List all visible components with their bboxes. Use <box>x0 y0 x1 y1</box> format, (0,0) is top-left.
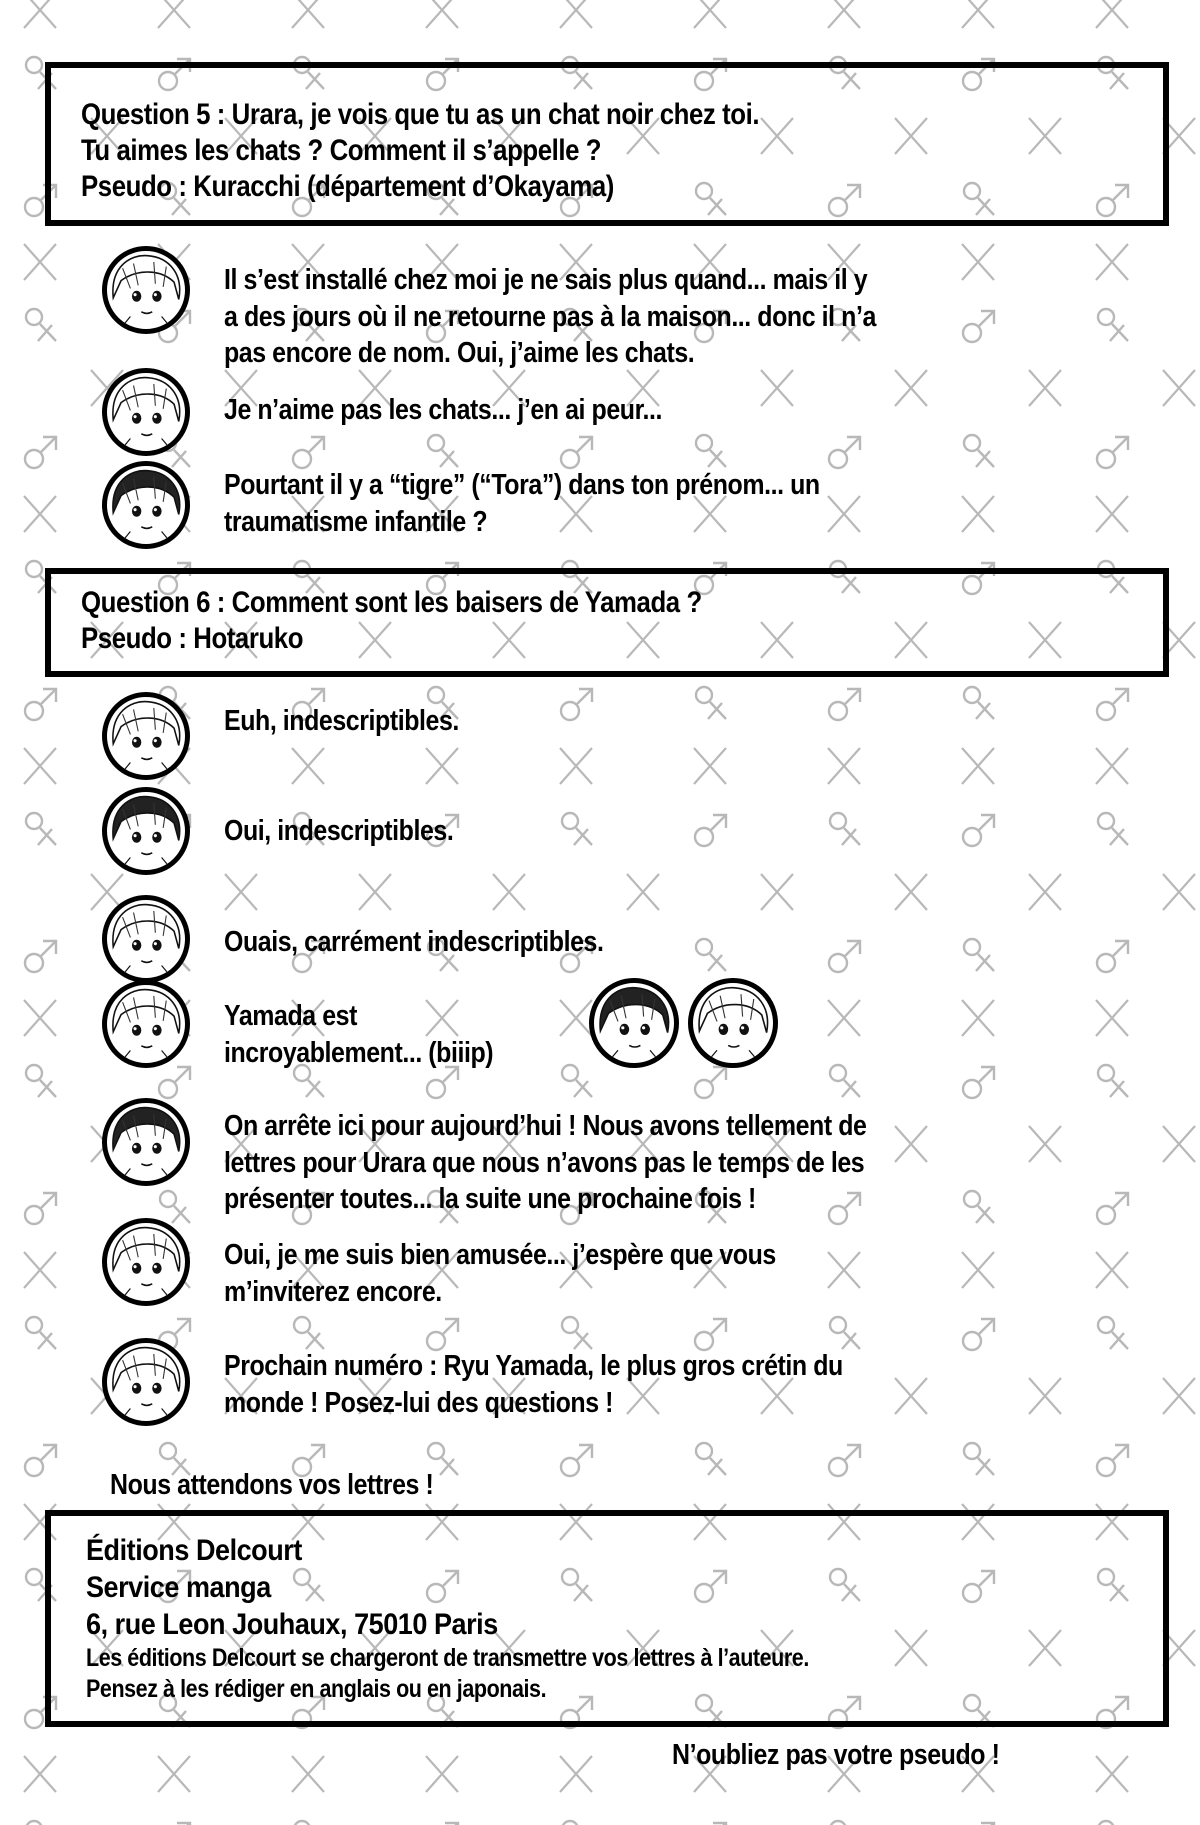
dialogue-text: m’inviterez encore. <box>224 1275 442 1308</box>
dialogue-line <box>224 1108 866 1218</box>
dialogue-line <box>224 998 493 1071</box>
dialogue-text: Oui, indescriptibles. <box>224 815 454 847</box>
dialogue-text: Oui, je me suis bien amusée... j’espère que vous <box>224 1239 776 1271</box>
question-line: Tu aimes les chats ? Comment il s’appelle ? <box>81 134 602 167</box>
dialogue-line <box>224 703 459 740</box>
nene-avatar <box>102 787 190 875</box>
dialogue-text: présenter toutes... la suite une prochaine fois ! <box>224 1183 756 1215</box>
dialogue-text: pas encore de nom. Oui, j’aime les chats. <box>224 337 695 369</box>
call-to-action: Nous attendons vos lettres ! <box>110 1469 434 1501</box>
dialogue-text: Yamada est <box>224 1000 357 1032</box>
dialogue-line <box>224 813 453 850</box>
face-illustration-icon <box>107 251 185 329</box>
dialogue-text: Je n’aime pas les chats... j’en ai peur... <box>224 394 663 426</box>
miyabi-wink-avatar <box>102 1098 190 1186</box>
face-illustration-icon <box>107 1103 185 1181</box>
dialogue-text: lettres pour Urara que nous n’avons pas le temps de les <box>224 1146 865 1179</box>
meiko-avatar <box>102 895 190 983</box>
urara-avatar <box>102 246 190 334</box>
toranosuke-avatar <box>102 368 190 456</box>
dialogue-text: Ouais, carrément indescriptibles. <box>224 926 604 958</box>
dialogue-line <box>224 1348 843 1421</box>
question-pseudo: Pseudo : Hotaruko <box>81 622 304 655</box>
face-illustration-icon <box>107 466 185 544</box>
dialogue-line <box>224 392 662 429</box>
face-illustration-icon <box>107 373 185 451</box>
dialogue-text: Pourtant il y a “tigre” (“Tora”) dans ton prénom... un <box>224 469 820 501</box>
dialogue-text: Euh, indescriptibles. <box>224 705 459 737</box>
face-illustration-icon <box>107 792 185 870</box>
question-pseudo: Pseudo : Kuracchi (département d’Okayama) <box>81 170 614 203</box>
urara-smile-avatar <box>102 1218 190 1306</box>
question-5-text <box>81 97 759 205</box>
note-line: Les éditions Delcourt se chargeront de transmettre vos lettres à l’auteure. <box>86 1644 809 1672</box>
dialogue-text: Prochain numéro : Ryu Yamada, le plus gros crétin du <box>224 1350 843 1382</box>
question-line: Question 6 : Comment sont les baisers de Yamada ? <box>81 586 702 619</box>
dialogue-text: a des jours où il ne retourne pas à la maison... donc il n’a <box>224 300 876 333</box>
face-illustration-icon <box>594 983 674 1063</box>
address-notes <box>86 1643 809 1705</box>
publisher-name: Éditions Delcourt <box>86 1534 302 1567</box>
note-line: Pensez à les rédiger en anglais ou en japonais. <box>86 1675 547 1703</box>
department: Service manga <box>86 1571 271 1604</box>
face-illustration-icon <box>107 697 185 775</box>
footer-note: N’oubliez pas votre pseudo ! <box>672 1739 1000 1771</box>
address-lines <box>86 1532 498 1643</box>
question-6-text <box>81 585 702 657</box>
miyabi-reaction-avatar <box>589 978 679 1068</box>
rika-avatar <box>102 980 190 1068</box>
face-illustration-icon <box>107 900 185 978</box>
dialogue-text: traumatisme infantile ? <box>224 505 488 538</box>
face-illustration-icon <box>107 1223 185 1301</box>
urara-avatar <box>102 692 190 780</box>
dialogue-text: On arrête ici pour aujourd’hui ! Nous avons tellement de <box>224 1110 867 1142</box>
face-illustration-icon <box>107 1343 185 1421</box>
dialogue-text: incroyablement... (biiip) <box>224 1036 494 1069</box>
street-address: 6, rue Leon Jouhaux, 75010 Paris <box>86 1608 498 1641</box>
dialogue-line <box>224 924 603 961</box>
question-line: Question 5 : Urara, je vois que tu as un chat noir chez toi. <box>81 98 760 131</box>
toranosuke-reaction-avatar <box>688 978 778 1068</box>
dialogue-text: Il s’est installé chez moi je ne sais plus quand... mais il y <box>224 264 868 296</box>
dialogue-line <box>224 467 820 540</box>
face-illustration-icon <box>693 983 773 1063</box>
dialogue-line <box>224 1237 776 1310</box>
face-illustration-icon <box>107 985 185 1063</box>
miyabi-avatar <box>102 461 190 549</box>
dialogue-text: monde ! Posez-lui des questions ! <box>224 1386 614 1419</box>
yamada-avatar <box>102 1338 190 1426</box>
dialogue-line <box>224 262 876 372</box>
